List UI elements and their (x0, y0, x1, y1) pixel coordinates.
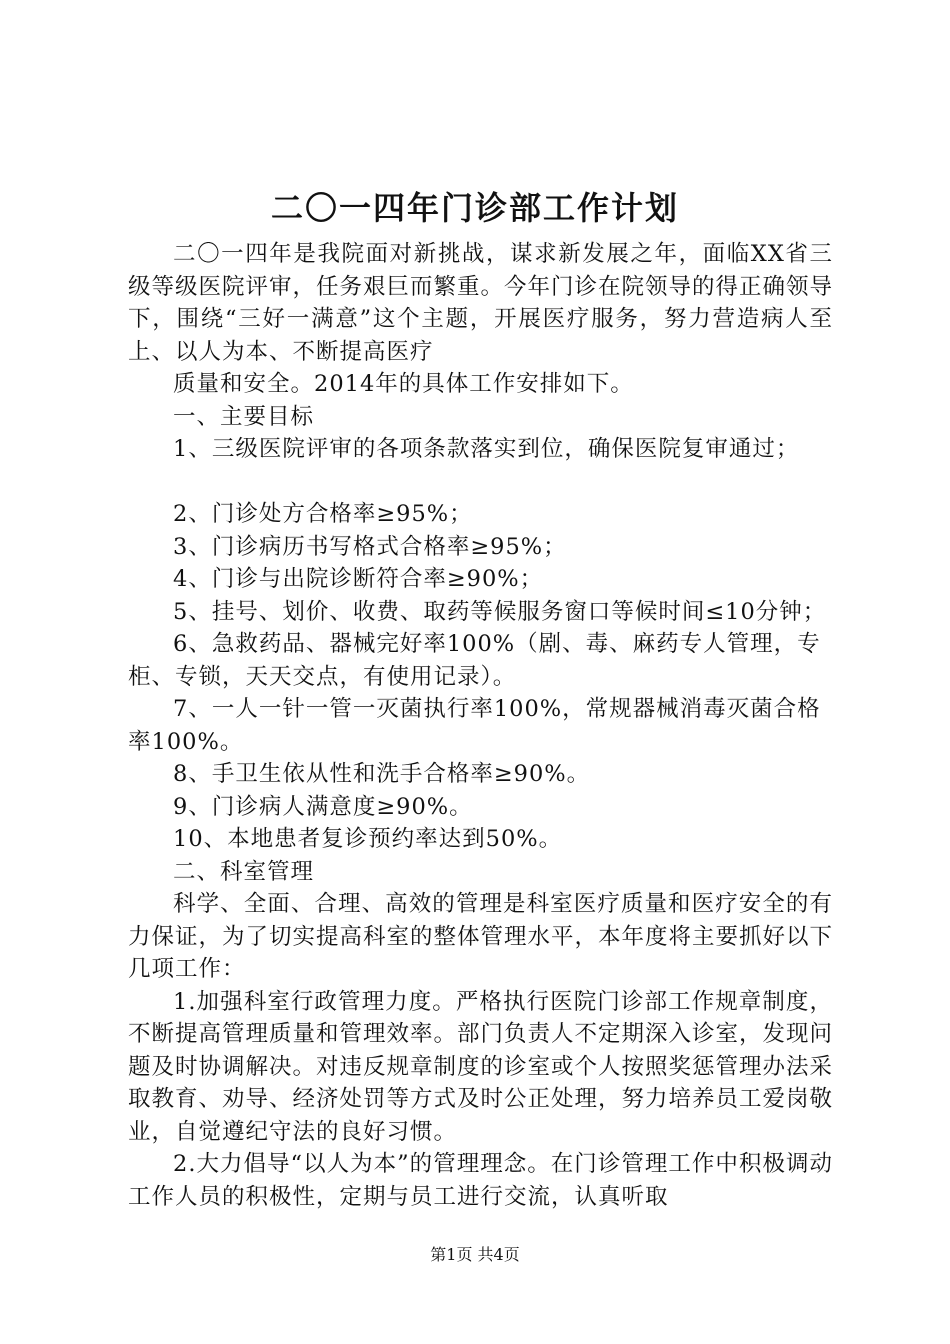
management-intro-paragraph: 科学、全面、合理、高效的管理是科室医疗质量和医疗安全的有力保证，为了切实提高科室的整体管理水平，本年度将主要抓好以下几项工作： (128, 891, 834, 982)
goal-item: 6、急救药品、器械完好率100%（剧、毒、麻药专人管理，专柜、专锁，天天交点，有使用记录）。 (128, 631, 821, 690)
management-item-paragraph: 1.加强科室行政管理力度。严格执行医院门诊部工作规章制度，不断提高管理质量和管理效率。部门负责人不定期深入诊室，发现问题及时协调解决。对违反规章制度的诊室或个人按照奖惩管理办法采取教育、劝导、经济处罚等方式及时公正处理，努力培养员工爱岗敬业，自觉遵纪守法的良好习惯。 (128, 988, 834, 1145)
intro-paragraph: 二〇一四年是我院面对新挑战，谋求新发展之年，面临XX省三级等级医院评审，任务艰巨而繁重。今年门诊在院领导的得正确领导下，围绕“三好一满意”这个主题，开展医疗服务，努力营造病人至上、以人为本、不断提高医疗 (128, 241, 834, 365)
goal-item: 10、本地患者复诊预约率达到50%。 (173, 826, 563, 852)
goal-item: 5、挂号、划价、收费、取药等候服务窗口等候时间≤10分钟； (173, 598, 827, 625)
document-body (128, 238, 833, 1213)
goal-item: 1、三级医院评审的各项条款落实到位，确保医院复审通过； (173, 436, 800, 462)
goal-item: 3、门诊病历书写格式合格率≥95%； (173, 533, 567, 560)
management-item-paragraph: 2.大力倡导“以人为本”的管理理念。在门诊管理工作中积极调动工作人员的积极性，定期与员工进行交流，认真听取 (128, 1151, 833, 1210)
page-footer: 第1页 共4页 (430, 1245, 520, 1264)
section-heading-management: 二、科室管理 (173, 858, 315, 885)
blank-line (128, 466, 833, 499)
document-title: 二〇一四年门诊部工作计划 (270, 189, 679, 227)
goal-item: 8、手卫生依从性和洗手合格率≥90%。 (173, 761, 591, 787)
goal-item: 7、一人一针一管一灭菌执行率100%，常规器械消毒灭菌合格率100%。 (128, 696, 821, 755)
goal-item: 4、门诊与出院诊断符合率≥90%； (173, 566, 544, 592)
intro-continuation: 质量和安全。2014年的具体工作安排如下。 (173, 371, 634, 397)
goal-item: 9、门诊病人满意度≥90%。 (173, 793, 473, 820)
section-heading-goals: 一、主要目标 (173, 403, 315, 430)
goal-item: 2、门诊处方合格率≥95%； (173, 501, 473, 527)
